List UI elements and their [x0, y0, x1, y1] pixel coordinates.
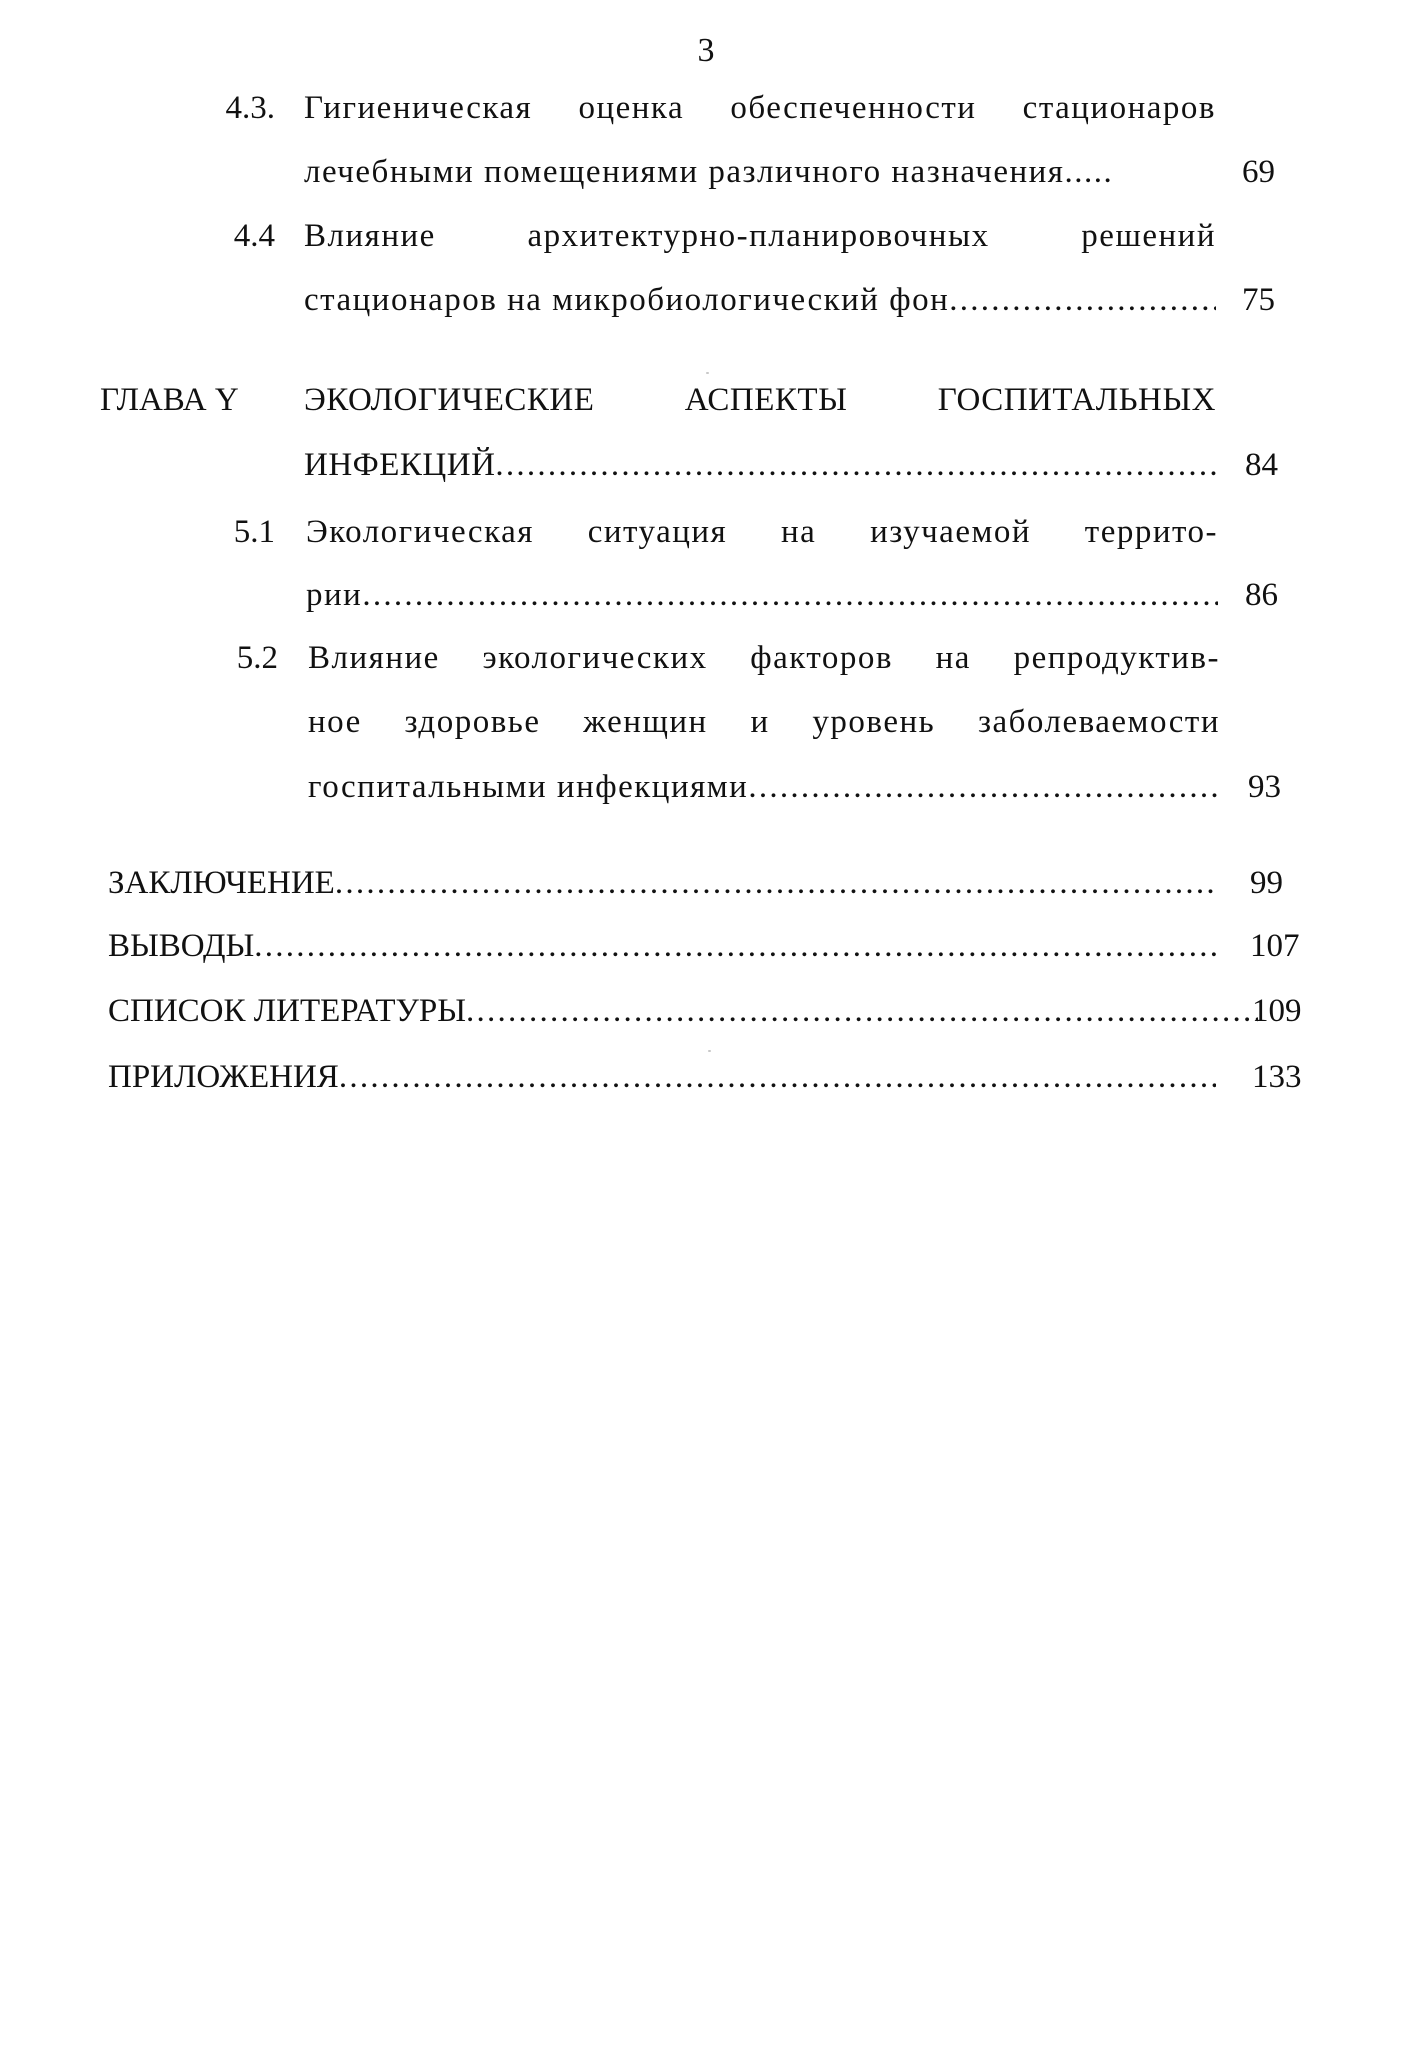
dot-leader [254, 926, 1216, 966]
entry-number-5-1: 5.1 [233, 514, 275, 550]
entry-line-text: стационаров на микробиологический фон [304, 282, 950, 318]
page-number: 3 [697, 32, 715, 69]
section-prilozheniya [108, 1057, 1216, 1097]
section-title: ВЫВОДЫ [108, 928, 255, 964]
dot-leader [495, 445, 1216, 485]
section-title: СПИСОК ЛИТЕРАТУРЫ [108, 993, 467, 1029]
entry-number-5-2: 5.2 [236, 640, 278, 676]
entry-page-number: 93 [1248, 769, 1281, 805]
entry-line-with-leader [304, 280, 1216, 320]
section-vyvody [108, 926, 1216, 966]
dot-leader [949, 280, 1216, 320]
chapter-title-line-with-leader [304, 445, 1216, 485]
entry-number-4-4: 4.4 [233, 218, 275, 254]
section-page-number: 99 [1250, 865, 1283, 901]
entry-page-number: 84 [1245, 447, 1278, 483]
entry-number-4-3: 4.3. [225, 90, 275, 126]
entry-page-number: 86 [1245, 577, 1278, 613]
scan-speck [708, 1050, 711, 1052]
dot-leader [466, 991, 1258, 1031]
dot-leader [748, 767, 1220, 807]
entry-line-text: рии [306, 577, 363, 613]
entry-line: ное здоровье женщин и уровень заболеваемости [308, 704, 1220, 740]
entry-page-number: 75 [1242, 282, 1275, 318]
entry-line: Гигиеническая оценка обеспеченности стационаров [304, 90, 1216, 126]
entry-line-text: госпитальными инфекциями [308, 769, 749, 805]
section-page-number: 107 [1250, 928, 1300, 964]
section-title: ПРИЛОЖЕНИЯ [108, 1059, 339, 1095]
entry-line: Экологическая ситуация на изучаемой террито- [306, 514, 1218, 550]
section-page-number: 109 [1252, 993, 1302, 1029]
entry-line-text: ИНФЕКЦИЙ [304, 447, 496, 483]
scan-speck [706, 372, 709, 374]
section-title: ЗАКЛЮЧЕНИЕ [108, 865, 335, 901]
entry-line: лечебными помещениями различного назначения..... [304, 154, 1114, 190]
entry-page-number: 69 [1242, 154, 1275, 190]
entry-line-with-leader [306, 575, 1218, 615]
dot-leader [335, 863, 1216, 903]
dot-leader [339, 1057, 1216, 1097]
section-zaklyuchenie [108, 863, 1216, 903]
section-page-number: 133 [1252, 1059, 1302, 1095]
entry-line: Влияние экологических факторов на репродуктив- [308, 640, 1220, 676]
dot-leader [362, 575, 1218, 615]
section-spisok-literatury [108, 991, 1258, 1031]
entry-line-with-leader [308, 767, 1220, 807]
chapter-title-line: ЭКОЛОГИЧЕСКИЕ АСПЕКТЫ ГОСПИТАЛЬНЫХ [304, 382, 1216, 418]
chapter-label: ГЛАВА Y [100, 382, 239, 418]
entry-line: Влияние архитектурно-планировочных решений [304, 218, 1216, 254]
